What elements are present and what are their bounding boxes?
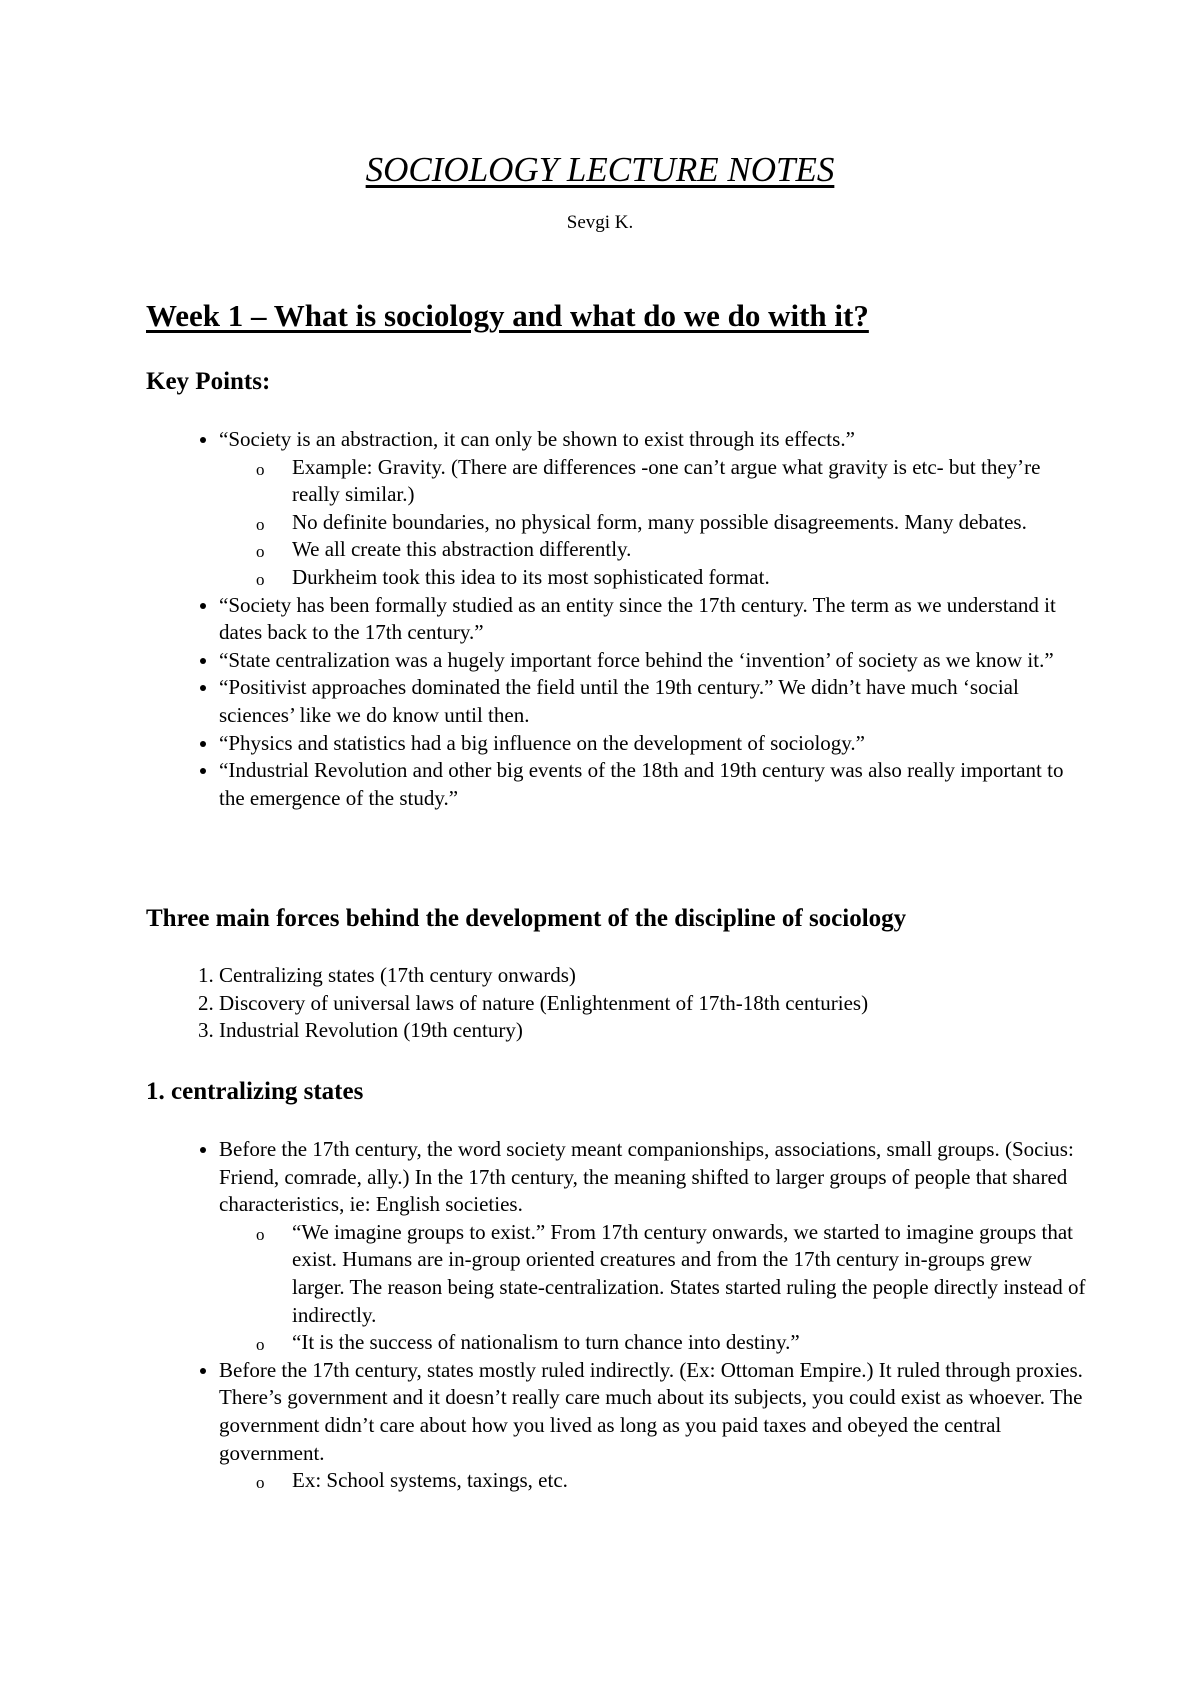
forces-heading: Three main forces behind the development of the discipline of sociology: [146, 905, 907, 932]
key-points-list: [146, 426, 1086, 812]
list-item: • “Industrial Revolution and other big events of the 18th and 19th century was also really important to the emergence of the study.”: [219, 757, 1086, 812]
sub-list-item: o Example: Gravity. (There are differences -one can’t argue what gravity is etc- but they’re really similar.): [292, 454, 1086, 509]
list-item: • “Physics and statistics had a big influence on the development of sociology.”: [219, 730, 1086, 758]
list-item: 2. Discovery of universal laws of nature (Enlightenment of 17th-18th centuries): [219, 990, 1086, 1018]
week-title: Week 1 – What is sociology and what do we do with it?: [146, 298, 869, 333]
sub-list-item: o Ex: School systems, taxings, etc.: [292, 1467, 1086, 1495]
list-item: • “State centralization was a hugely important force behind the ‘invention’ of society as we know it.”: [219, 647, 1086, 675]
list-item: [219, 1357, 1086, 1495]
list-item-text: “Society is an abstraction, it can only be shown to exist through its effects.”: [219, 427, 855, 451]
document-title: SOCIOLOGY LECTURE NOTES: [365, 150, 835, 189]
list-item: [219, 426, 1086, 592]
key-points-section: [146, 426, 1086, 812]
list-item: 3. Industrial Revolution (19th century): [219, 1017, 1086, 1045]
sub-list-item: o We all create this abstraction differently.: [292, 536, 1086, 564]
forces-section: [146, 962, 1086, 1045]
forces-list: [146, 962, 1086, 1045]
sub-list-item: o “We imagine groups to exist.” From 17th century onwards, we started to imagine groups that exist. Humans are in-group oriented creatures and from the 17th century in-groups grew larger. The reason being state-centralization. States started ruling the people directly instead of indirectly.: [292, 1219, 1086, 1329]
sub-list-item: o “It is the success of nationalism to turn chance into destiny.”: [292, 1329, 1086, 1357]
list-item: • “Positivist approaches dominated the field until the 19th century.” We didn’t have much ‘social sciences’ like we do know until then.: [219, 674, 1086, 729]
sub-list-item: o No definite boundaries, no physical form, many possible disagreements. Many debates.: [292, 509, 1086, 537]
list-item-text: Before the 17th century, the word society meant companionships, associations, small groups. (Socius: Friend, comrade, ally.) In the 17th century, the meaning shifted to larger groups of people that shared characteristics, ie: English societies.: [219, 1137, 1074, 1217]
key-points-heading: Key Points:: [146, 368, 271, 395]
sub-list-item: o Durkheim took this idea to its most sophisticated format.: [292, 564, 1086, 592]
centralizing-section: [146, 1136, 1086, 1495]
sub-list: [219, 454, 1086, 592]
author-name: Sevgi K.: [566, 212, 634, 233]
centralizing-heading: 1. centralizing states: [146, 1078, 364, 1105]
list-item: 1. Centralizing states (17th century onwards): [219, 962, 1086, 990]
list-item-text: Before the 17th century, states mostly ruled indirectly. (Ex: Ottoman Empire.) It ruled through proxies. There’s government and it doesn’t really care much about its subjects, you could exist as whoever. The government didn’t care about how you lived as long as you paid taxes and obeyed the central government.: [219, 1357, 1083, 1465]
list-item: • “Society has been formally studied as an entity since the 17th century. The term as we understand it dates back to the 17th century.”: [219, 592, 1086, 647]
centralizing-list: [146, 1136, 1086, 1495]
sub-list: [219, 1219, 1086, 1357]
sub-list: [219, 1467, 1086, 1495]
list-item: [219, 1136, 1086, 1357]
